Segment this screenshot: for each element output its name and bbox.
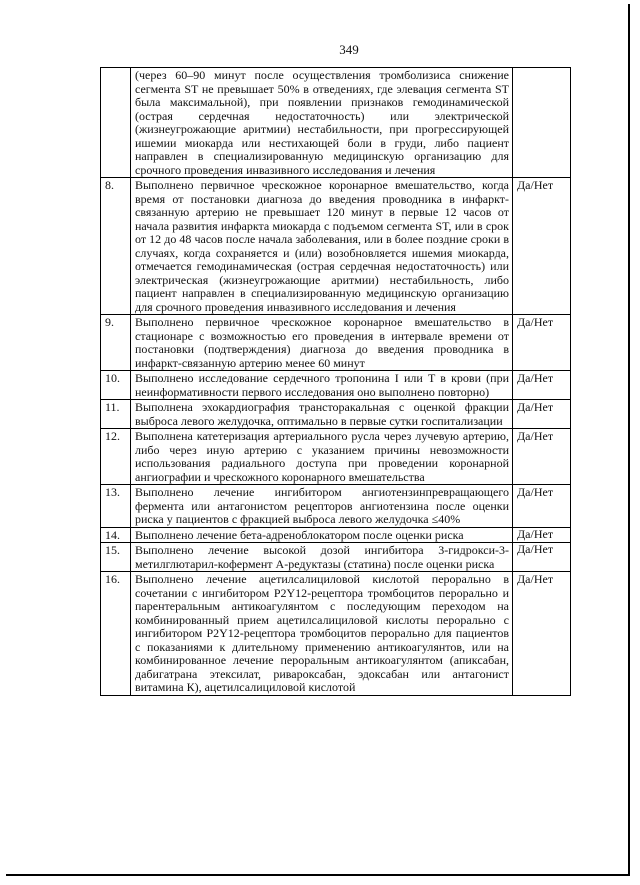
table-row [101, 527, 571, 543]
criterion-text: Выполнено первичное чрескожное коронарное вмешательство, когда время от постановки диагноза до введения проводника в инфаркт-связанную артерию не превышает 120 минут в первые 12 часов от начала развития инфаркта миокарда с подъемом сегмента ST, или в срок от 12 до 48 часов после начала заболевания, или в более поздние сроки в случаях, когда сохраняется и (или) возобновляется ишемия миокарда, отмечается гемодинамическая (острая сердечная недостаточность) или электрическая (жизнеугрожающие аритмии) нестабильность, либо пациент направлен в специализированную медицинскую организацию для срочного проведения инвазивного исследования и лечения [131, 178, 513, 315]
answer-cell: Да/Нет [513, 315, 571, 371]
criterion-text: Выполнено лечение ингибитором ангиотензинпревращающего фермента или антагонистом рецепторов ангиотензина после оценки риска у пациентов с фракцией выброса левого желудочка ≤40% [131, 485, 513, 528]
table-row [101, 68, 571, 178]
table-row [101, 572, 571, 696]
criterion-text: Выполнена эхокардиография трансторакальная с оценкой фракции выброса левого желудочка, оптимально в первые сутки госпитализации [131, 400, 513, 429]
row-number: 9. [101, 315, 131, 371]
criterion-text: Выполнено лечение высокой дозой ингибитора 3-гидрокси-3-метилглютарил-кофермент А-редуктазы (статина) после оценки риска [131, 543, 513, 572]
criterion-text: Выполнено первичное чрескожное коронарное вмешательство в стационаре с возможностью его проведения в интервале времени от постановки (подтверждения) диагноза до введения проводника в инфаркт-связанную артерию менее 60 минут [131, 315, 513, 371]
answer-cell: Да/Нет [513, 485, 571, 528]
criteria-table [100, 67, 571, 696]
answer-cell: Да/Нет [513, 543, 571, 572]
row-number: 14. [101, 527, 131, 543]
table-row [101, 485, 571, 528]
criterion-text: Выполнено исследование сердечного тропонина I или T в крови (при неинформативности первого исследования оно выполнено повторно) [131, 371, 513, 400]
answer-cell: Да/Нет [513, 572, 571, 696]
row-number: 13. [101, 485, 131, 528]
answer-cell: Да/Нет [513, 371, 571, 400]
criterion-text: (через 60–90 минут после осуществления тромболизиса снижение сегмента ST не превышает 50% в отведениях, где элевация сегмента ST была максимальной), при появлении признаков гемодинамической (острая сердечная недостаточность) или электрической (жизнеугрожающие аритмии) нестабильности, при прогрессирующей ишемии миокарда или нестихающей боли в груди, либо пациент направлен в специализированную медицинскую организацию для срочного проведения инвазивного исследования и лечения [131, 68, 513, 178]
row-number: 8. [101, 178, 131, 315]
table-row [101, 543, 571, 572]
criterion-text: Выполнено лечение бета-адреноблокатором после оценки риска [131, 527, 513, 543]
table-row [101, 400, 571, 429]
row-number: 15. [101, 543, 131, 572]
criterion-text: Выполнена катетеризация артериального русла через лучевую артерию, либо через иную артерию с указанием причины невозможности использования радиального доступа при проведении коронарной ангиографии и чрескожного коронарного вмешательства [131, 429, 513, 485]
answer-cell: Да/Нет [513, 400, 571, 429]
answer-cell [513, 68, 571, 178]
row-number: 12. [101, 429, 131, 485]
row-number: 11. [101, 400, 131, 429]
answer-cell: Да/Нет [513, 178, 571, 315]
page-number: 349 [339, 42, 359, 57]
table-row [101, 371, 571, 400]
row-number: 16. [101, 572, 131, 696]
row-number [101, 68, 131, 178]
table-row [101, 429, 571, 485]
answer-cell: Да/Нет [513, 527, 571, 543]
criterion-text: Выполнено лечение ацетилсалициловой кислотой перорально в сочетании с ингибитором P2Y12-рецептора тромбоцитов перорально и парентеральным антикоагулянтом с последующим переходом на комбинированный прием ацетилсалициловой кислоты перорально с ингибитором P2Y12-рецептора тромбоцитов перорально для пациентов с показаниями к длительному применению антикоагулянтов, или на комбинированное лечение пероральным антикоагулянтом (апиксабан, дабигатрана этексилат, ривароксабан, эдоксабан или антагонист витамина К), ацетилсалициловой кислотой [131, 572, 513, 696]
table-row [101, 178, 571, 315]
row-number: 10. [101, 371, 131, 400]
table-row [101, 315, 571, 371]
answer-cell: Да/Нет [513, 429, 571, 485]
